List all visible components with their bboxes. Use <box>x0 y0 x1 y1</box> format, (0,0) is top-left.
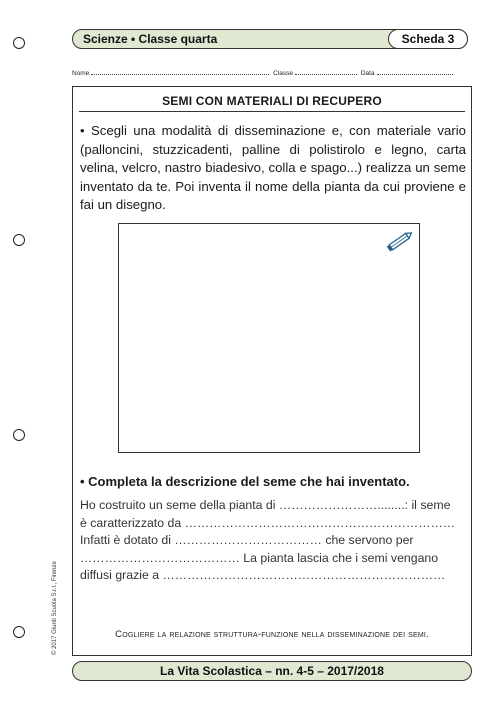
learning-objective: Cogliere la relazione struttura-funzione nella disseminazione dei semi. <box>115 629 429 640</box>
completion-prompt: • Completa la descrizione del seme che hai inventato. <box>80 474 410 489</box>
class-field[interactable] <box>295 68 357 75</box>
name-label: Nome <box>72 70 90 77</box>
name-class-date-row <box>72 68 472 77</box>
header-bar <box>72 29 468 49</box>
instruction-text: • Scegli una modalità di disseminazione e, con materiale vario (palloncini, stuzzicadenti, palline di polistirolo e legno, carta velina, velcro, nastro biadesivo, colla e spago...) realizza un seme inventato da te. Poi inventa il nome della pianta da cui proviene e fai un disegno. <box>80 123 466 213</box>
description-line: Infatti è dotato di ……………………………… che servono per <box>80 533 414 548</box>
name-field[interactable] <box>91 68 269 75</box>
title-divider <box>79 111 465 112</box>
worksheet-box <box>72 86 472 656</box>
date-field[interactable] <box>377 68 453 75</box>
pencil-icon <box>385 230 415 252</box>
drawing-area[interactable] <box>118 223 420 453</box>
sheet-number-tab: Scheda 3 <box>388 29 468 49</box>
description-line: diffusi grazie a …………………………………………………………… <box>80 568 446 583</box>
copyright-note: © 2017 Giunti Scuola S.r.l., Firenze <box>52 561 58 655</box>
binder-hole-1 <box>13 37 25 49</box>
binder-hole-4 <box>13 626 25 638</box>
description-line: è caratterizzato da ………………………………………………………… <box>80 515 456 530</box>
worksheet-title: SEMI CON MATERIALI DI RECUPERO <box>162 94 382 108</box>
description-text <box>80 497 466 585</box>
description-line: Ho costruito un seme della pianta di ……………………........: il seme <box>80 498 451 512</box>
footer-bar: La Vita Scolastica – nn. 4-5 – 2017/2018 <box>72 661 472 681</box>
header-subject: Scienze • Classe quarta <box>83 32 218 46</box>
description-line: ………………………………… La pianta lascia che i semi vengano <box>80 550 439 565</box>
binder-hole-3 <box>13 429 25 441</box>
binder-hole-2 <box>13 234 25 246</box>
date-label: Data <box>360 70 375 77</box>
class-label: Classe <box>273 70 294 77</box>
